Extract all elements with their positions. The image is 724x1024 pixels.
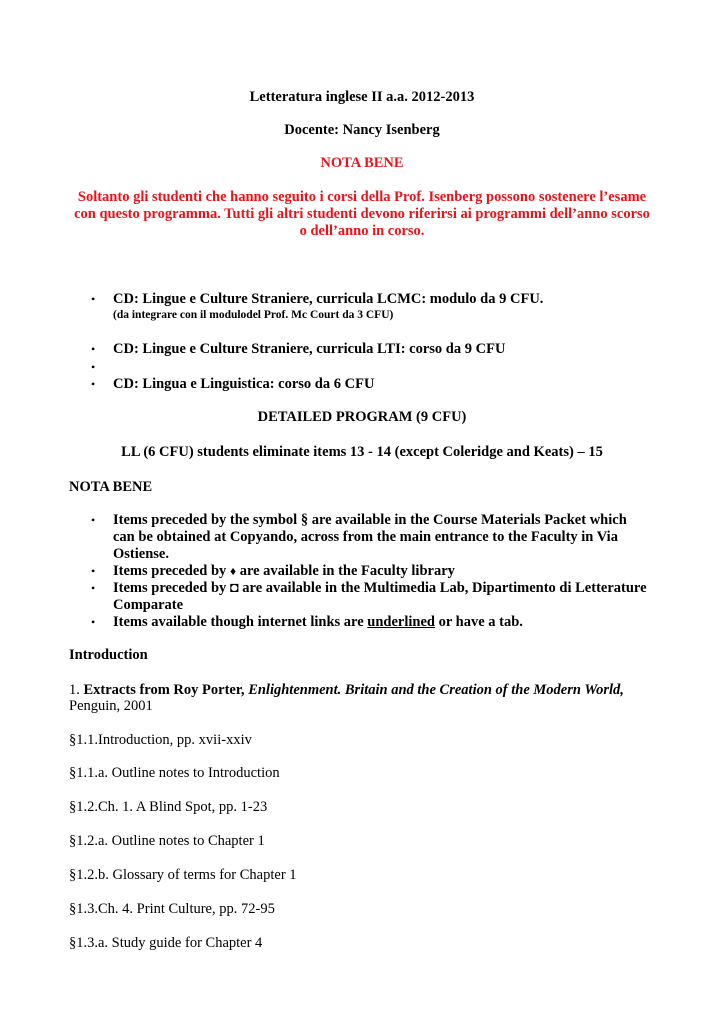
ll-students-note: LL (6 CFU) students eliminate items 13 - 14 (except Coleridge and Keats) – 15	[121, 444, 603, 460]
nota-bene-item-text: Items preceded by	[113, 563, 230, 579]
bullet-icon: •	[91, 564, 96, 578]
entry-book-title: Enlightenment. Britain and the Creation of the Modern World,	[248, 682, 624, 698]
nota-bene-item-text: Items available though internet links are	[113, 614, 368, 630]
notice-line-1: Soltanto gli studenti che hanno seguito i corsi della Prof. Isenberg possono sostenere l’esame	[77, 189, 647, 205]
nota-bene-item-line: can be obtained at Copyando, across from the main entrance to the Faculty in Via	[113, 529, 618, 545]
nota-bene-item-text: are available in the Faculty library	[236, 563, 455, 579]
nota-bene-item-line: Items preceded by ◘ are available in the Multimedia Lab, Dipartimento di Letterature	[113, 580, 647, 596]
nota-bene-heading: NOTA BENE	[69, 479, 153, 495]
degree-course-item: CD: Lingue e Culture Straniere, curricula LCMC: modulo da 9 CFU.	[113, 291, 544, 307]
reading-item: §1.1.a. Outline notes to Introduction	[69, 765, 280, 781]
bullet-icon: •	[91, 513, 96, 527]
nota-bene-item-links	[113, 613, 523, 631]
degree-course-item: CD: Lingua e Linguistica: corso da 6 CFU	[113, 376, 375, 392]
program-title: DETAILED PROGRAM (9 CFU)	[257, 409, 467, 425]
notice-line-2: con questo programma. Tutti gli altri studenti devono riferirsi ai programmi dell’anno scorso	[74, 206, 650, 222]
introduction-heading: Introduction	[69, 647, 148, 663]
reading-item: §1.1.Introduction, pp. xvii-xxiv	[69, 732, 252, 748]
entry-publisher: Penguin, 2001	[69, 698, 153, 714]
reading-item: §1.3.a. Study guide for Chapter 4	[69, 935, 263, 951]
reading-entry-porter	[69, 681, 709, 699]
nota-bene-item-line: Items preceded by the symbol § are available in the Course Materials Packet which	[113, 512, 627, 528]
reading-item: §1.2.a. Outline notes to Chapter 1	[69, 833, 265, 849]
nota-bene-item-line: Comparate	[113, 597, 184, 613]
degree-course-note: (da integrare con il modulodel Prof. Mc Court da 3 CFU)	[113, 309, 394, 321]
bullet-icon: •	[91, 377, 96, 391]
entry-author: Extracts from Roy Porter,	[83, 682, 249, 698]
nota-bene-item-text: or have a tab.	[434, 614, 523, 630]
diamond-icon: ♦	[229, 564, 237, 578]
underlined-word: underlined	[367, 614, 435, 630]
teacher-name: Docente: Nancy Isenberg	[284, 122, 440, 138]
reading-item: §1.2.b. Glossary of terms for Chapter 1	[69, 867, 297, 883]
degree-course-item: CD: Lingue e Culture Straniere, curricula LTI: corso da 9 CFU	[113, 341, 506, 357]
course-title: Letteratura inglese II a.a. 2012-2013	[249, 89, 475, 105]
bullet-icon: •	[91, 615, 96, 629]
bullet-icon: •	[91, 342, 96, 356]
bullet-icon: •	[91, 360, 96, 374]
nota-bene-red-heading: NOTA BENE	[320, 155, 404, 171]
reading-item: §1.2.Ch. 1. A Blind Spot, pp. 1-23	[69, 799, 268, 815]
reading-item: §1.3.Ch. 4. Print Culture, pp. 72-95	[69, 901, 275, 917]
nota-bene-item-line: Ostiense.	[113, 546, 169, 562]
nota-bene-item-library	[113, 562, 455, 580]
entry-number: 1.	[69, 682, 84, 698]
bullet-icon: •	[91, 581, 96, 595]
notice-line-3: o dell’anno in corso.	[299, 223, 425, 239]
bullet-icon: •	[91, 292, 96, 306]
